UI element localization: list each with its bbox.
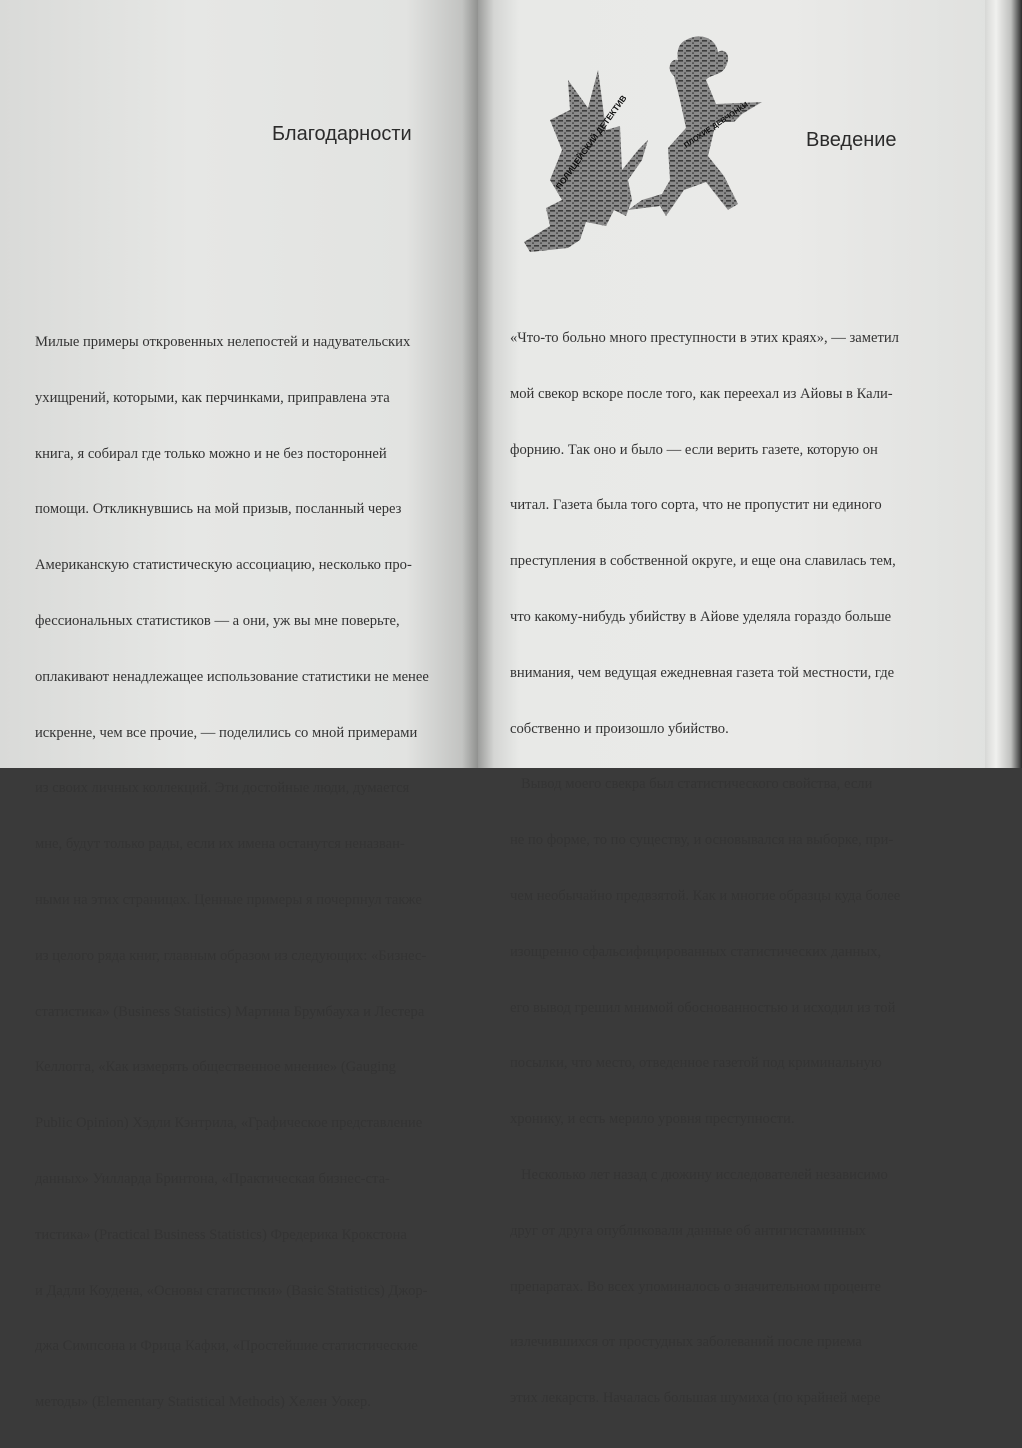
- text-line: хронику, и есть мерило уровня преступности.: [510, 1111, 795, 1128]
- text-line: статистика» (Business Statistics) Мартина Брумбауха и Лестера: [35, 1003, 425, 1020]
- girl-figure: [628, 36, 762, 216]
- text-line: мой свекор вскоре после того, как переехал из Айовы в Кали-: [510, 385, 893, 402]
- text-line: из своих личных коллекций. Эти достойные люди, думается: [35, 780, 410, 797]
- page-edge: [985, 0, 1022, 768]
- text-line: тистика» (Practical Business Statistics) Фредерика Крокстона: [35, 1226, 407, 1243]
- text-line: не по форме, то по существу, и основывался на выборке, при-: [510, 832, 894, 849]
- text-line: книга, я собирал где только можно и не без посторонней: [35, 445, 387, 462]
- text-line: препаратах. Во всех упоминалось о значительном проценте: [510, 1278, 882, 1295]
- text-line: Келлогга, «Как измерять общественное мнение» (Gauging: [35, 1059, 396, 1076]
- text-line: данных» Уилларда Бринтона, «Практическая бизнес-ста-: [35, 1170, 390, 1187]
- left-page-body: [35, 298, 429, 1448]
- text-line: что какому-нибудь убийству в Айове уделяла гораздо больше: [510, 608, 892, 625]
- text-line: форнию. Так оно и было — если верить газете, которую он: [510, 441, 878, 458]
- newspaper-figures-illustration: [510, 30, 775, 270]
- illustration-label-left: ПОЛИЦЕЙСКИЙ ДЕТЕКТИВ: [553, 93, 629, 192]
- text-line: «Что-то больно много преступности в этих краях», — заметил: [510, 330, 899, 346]
- text-line: ухищрений, которыми, как перчинками, приправлена эта: [35, 389, 390, 406]
- text-line: посылки, что место, отведенное газетой под криминальную: [510, 1055, 882, 1072]
- text-line: этих лекарств. Началась большая шумиха (по крайней мере: [510, 1390, 881, 1407]
- left-page-title: Благодарности: [272, 123, 412, 145]
- text-line: преступления в собственной округе, и еще она славилась тем,: [510, 553, 896, 570]
- text-line: читал. Газета была того сорта, что не пропустит ни единого: [510, 497, 882, 514]
- text-line: излечившихся от простудных заболеваний после приема: [510, 1334, 862, 1351]
- text-line: Несколько лет назад с дюжину исследователей независимо: [510, 1166, 888, 1183]
- text-line: джа Симпсона и Фрица Кафки, «Простейшие статистические: [35, 1338, 418, 1355]
- text-line: Американскую статистическую ассоциацию, несколько про-: [35, 557, 412, 574]
- text-line: друг от друга опубликовали данные об антигистаминных: [510, 1222, 866, 1239]
- text-line: собственно и произошло убийство.: [510, 720, 729, 737]
- text-line: методы» (Elementary Statistical Methods) Хелен Уокер.: [35, 1394, 371, 1411]
- book-gutter: [462, 0, 494, 768]
- text-line: Вывод моего свекра был статистического свойства, если: [510, 776, 873, 793]
- text-line: Public Opinion) Хэдли Кэнтрила, «Графическое представление: [35, 1115, 423, 1132]
- text-line: оплакивают ненадлежащее использование статистики не менее: [35, 668, 429, 685]
- right-page-title: Введение: [806, 129, 897, 151]
- text-line: фессиональных статистиков — а они, уж вы мне поверьте,: [35, 612, 400, 629]
- right-page-body: [510, 294, 900, 1444]
- text-line: из целого ряда книг, главным образом из следующих: «Бизнес-: [35, 947, 427, 964]
- text-line: искренне, чем все прочие, — поделились со мной примерами: [35, 724, 418, 741]
- text-line: и Дадли Коудена, «Основы статистики» (Basic Statistics) Джор-: [35, 1282, 428, 1299]
- text-line: ными на этих страницах. Ценные примеры я почерпнул также: [35, 891, 422, 908]
- text-line: чем необычайно предвзятой. Как и многие образцы куда более: [510, 887, 901, 904]
- illustration-label-right: ПЛОХИЕ ДЕВЧОНКИ: [682, 99, 750, 150]
- text-line: внимания, чем ведущая ежедневная газета той местности, где: [510, 664, 895, 681]
- text-line: мне, будут только рады, если их имена останутся неназван-: [35, 836, 405, 853]
- text-line: Милые примеры откровенных нелепостей и надувательских: [35, 334, 411, 350]
- text-line: его вывод грешил мнимой обоснованностью и исходил из той: [510, 999, 896, 1016]
- text-line: изощренно сфальсифицированных статистических данных,: [510, 943, 882, 960]
- text-line: помощи. Откликнувшись на мой призыв, посланный через: [35, 501, 402, 518]
- detective-figure: [524, 70, 648, 252]
